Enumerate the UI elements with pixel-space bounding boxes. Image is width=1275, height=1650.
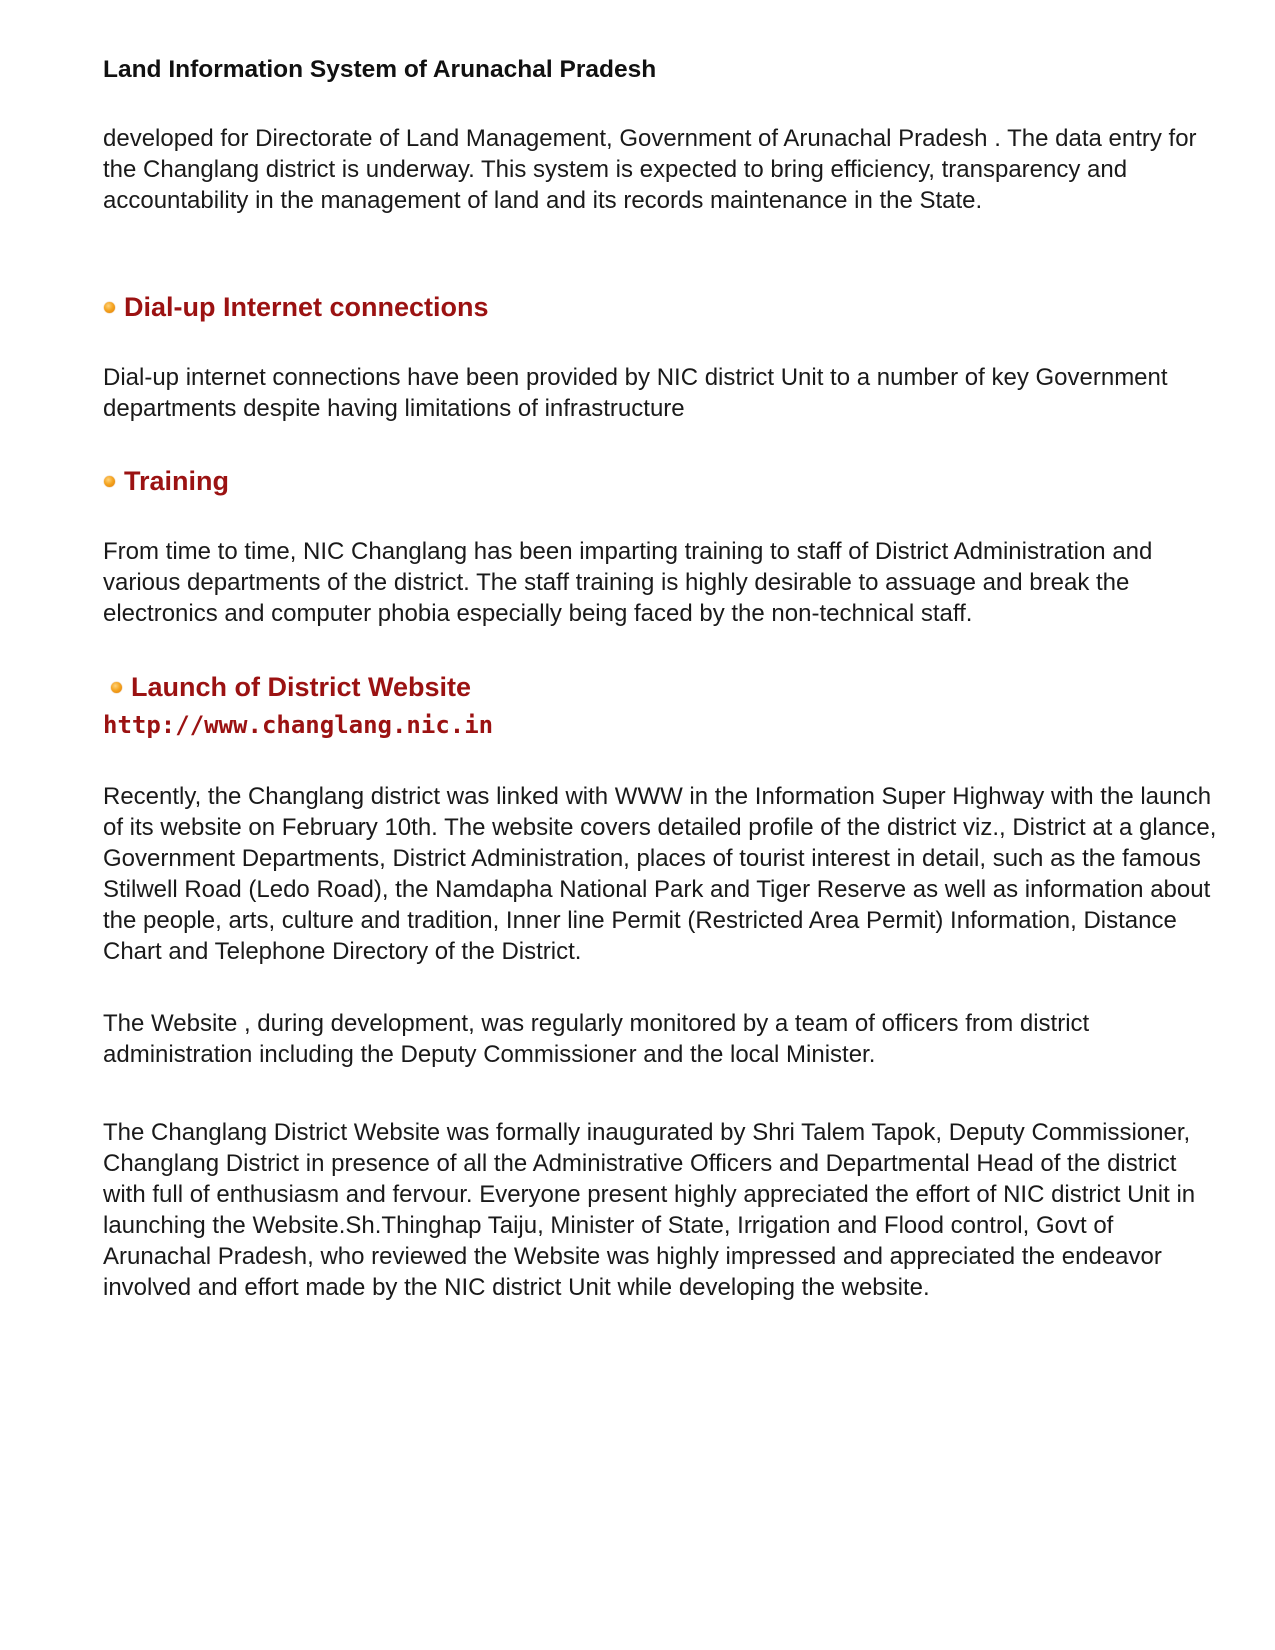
page-title: Land Information System of Arunachal Pradesh bbox=[103, 56, 657, 83]
section-heading-training bbox=[104, 464, 229, 498]
section-heading-website-launch bbox=[111, 670, 471, 704]
district-website-link[interactable]: http://www.changlang.nic.in bbox=[103, 711, 494, 739]
section-heading-dialup bbox=[104, 290, 489, 324]
orange-bullet-icon bbox=[111, 682, 122, 693]
orange-bullet-icon bbox=[104, 476, 115, 487]
orange-bullet-icon bbox=[104, 302, 115, 313]
website-inauguration-paragraph: The Changlang District Website was formally inaugurated by Shri Talem Tapok, Deputy Commissioner, Changlang District in presence of all the Administrative Officers and Departmental Head of the district with full of enthusiasm and fervour. Everyone present highly appreciated the effort of NIC district Unit in launching the Website.Sh.Thinghap Taiju, Minister of State, Irrigation and Flood control, Govt of Arunachal Pradesh, who reviewed the Website was highly impressed and appreciated the endeavor involved and effort made by the NIC district Unit while developing the website. bbox=[103, 1119, 1196, 1301]
website-launch-paragraph: Recently, the Changlang district was linked with WWW in the Information Super Highway with the launch of its website on February 10th. The website covers detailed profile of the district viz., District at a glance, Government Departments, District Administration, places of tourist interest in detail, such as the famous Stilwell Road (Ledo Road), the Namdapha National Park and Tiger Reserve as well as information about the people, arts, culture and tradition, Inner line Permit (Restricted Area Permit) Information, Distance Chart and Telephone Directory of the District. bbox=[103, 783, 1217, 965]
website-monitoring-paragraph: The Website , during development, was regularly monitored by a team of officers from district administration including the Deputy Commissioner and the local Minister. bbox=[103, 1010, 1090, 1068]
section-heading-label: Training bbox=[124, 466, 230, 496]
training-paragraph: From time to time, NIC Changlang has been imparting training to staff of District Administration and various departments of the district. The staff training is highly desirable to assuage and break the electronics and computer phobia especially being faced by the non-technical staff. bbox=[103, 538, 1153, 627]
section-heading-label: Launch of District Website bbox=[131, 672, 472, 702]
section-heading-label: Dial-up Internet connections bbox=[124, 292, 489, 322]
dialup-paragraph: Dial-up internet connections have been provided by NIC district Unit to a number of key Government departments despite having limitations of infrastructure bbox=[103, 364, 1168, 422]
intro-paragraph: developed for Directorate of Land Management, Government of Arunachal Pradesh . The data entry for the Changlang district is underway. This system is expected to bring efficiency, transparency and accountability in the management of land and its records maintenance in the State. bbox=[103, 125, 1197, 214]
